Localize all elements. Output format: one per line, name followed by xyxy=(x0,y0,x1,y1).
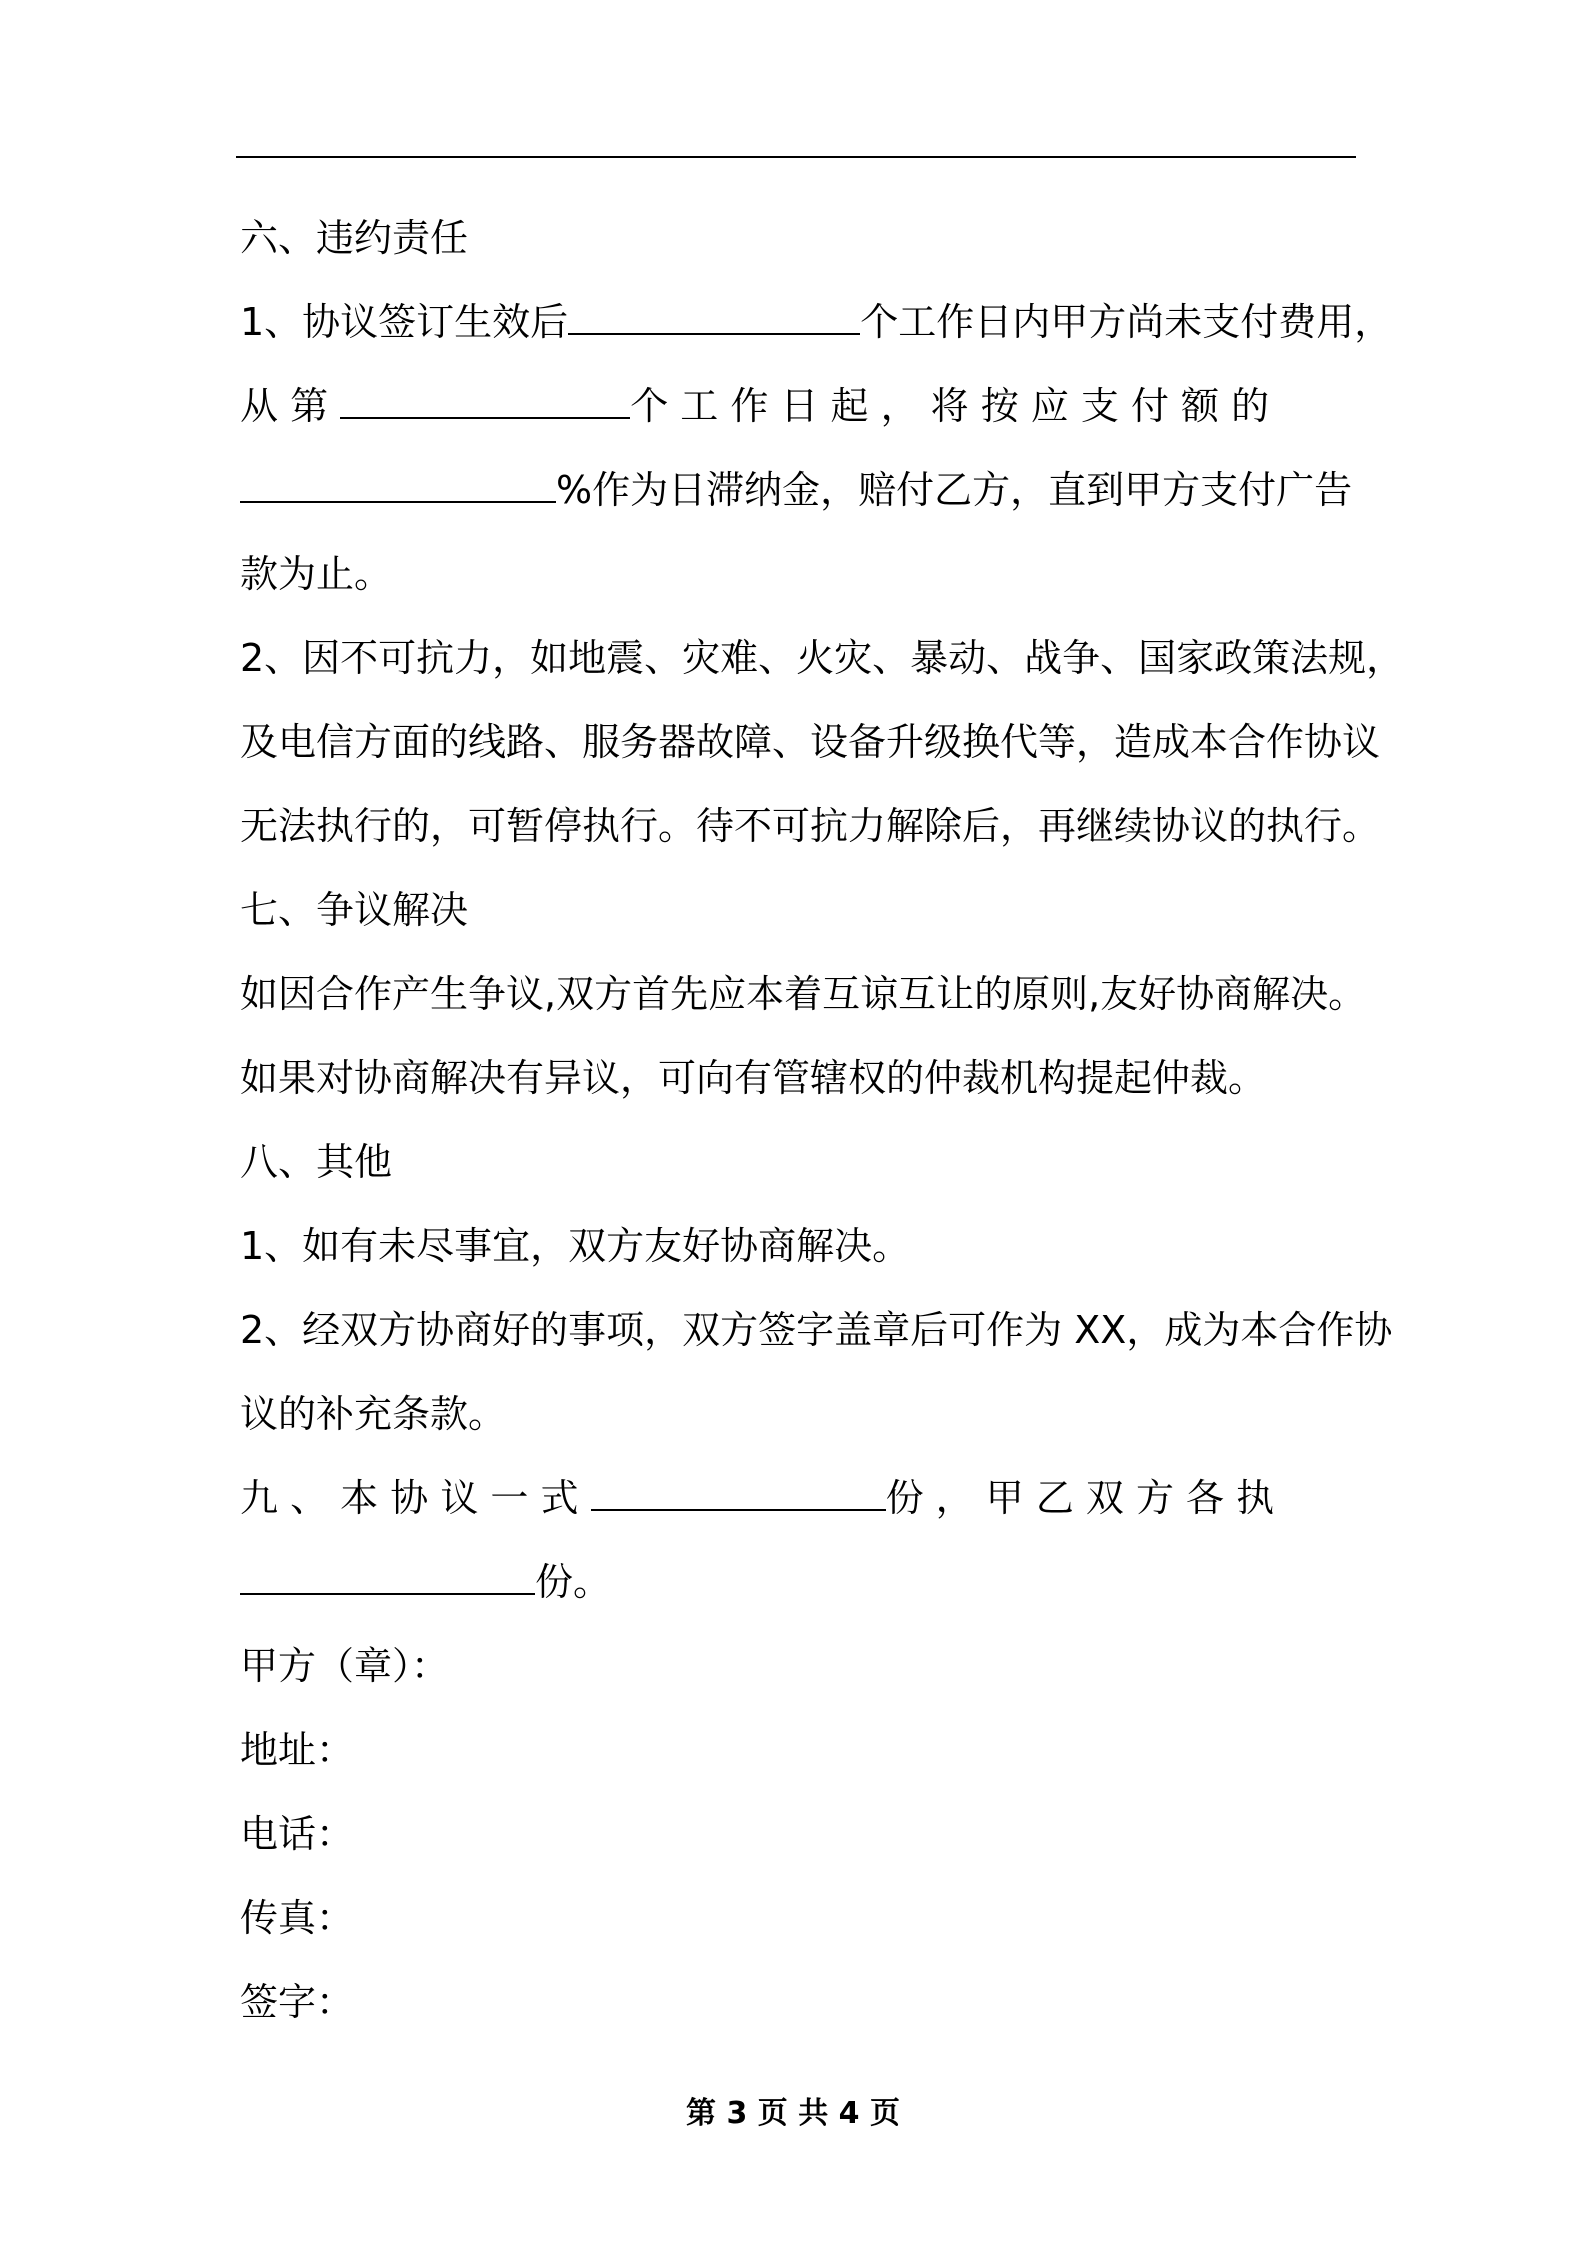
copies-text-b: 份 ， 甲 乙 双 方 各 执 xyxy=(885,1476,1275,1520)
breach-clause-1-line-4: 款为止。 xyxy=(240,552,393,596)
phone-label: 电话： xyxy=(240,1812,355,1856)
section-heading-breach: 六、违约责任 xyxy=(240,216,469,260)
section-heading-dispute: 七、争议解决 xyxy=(240,888,469,932)
document-body xyxy=(240,196,1405,2044)
breach-clause-2-line-3: 无法执行的，可暂停执行。待不可抗力解除后，再继续协议的执行。 xyxy=(240,804,1381,848)
blank-copies-total-field[interactable] xyxy=(591,1475,886,1511)
breach-clause-2-line-2: 及电信方面的线路、服务器故障、设备升级换代等，造成本合作协议 xyxy=(240,720,1381,764)
copies-line-1 xyxy=(240,1456,1355,1540)
address-label: 地址： xyxy=(240,1728,355,1772)
breach-clause-2-line-1: 2、因不可抗力，如地震、灾难、火灾、暴动、战争、国家政策法规， xyxy=(240,636,1405,680)
blank-copies-each-field[interactable] xyxy=(240,1559,535,1595)
breach-clause-1-text-a: 1、协议签订生效后 xyxy=(240,300,569,344)
section-heading-other: 八、其他 xyxy=(240,1140,393,1184)
blank-start-day-field[interactable] xyxy=(340,383,630,419)
party-a-seal-label: 甲方（章）： xyxy=(240,1644,450,1688)
copies-text-a: 九 、 本 协 议 一 式 xyxy=(240,1476,579,1520)
breach-clause-1-line-2 xyxy=(240,364,1355,448)
fax-label: 传真： xyxy=(240,1896,355,1940)
other-clause-2-line-1: 2、经双方协商好的事项，双方签字盖章后可作为 XX，成为本合作协 xyxy=(240,1308,1393,1352)
other-clause-2-line-2: 议的补充条款。 xyxy=(240,1392,507,1436)
dispute-line-2: 如果对协商解决有异议，可向有管辖权的仲裁机构提起仲裁。 xyxy=(240,1056,1267,1100)
other-clause-1: 1、如有未尽事宜，双方友好协商解决。 xyxy=(240,1224,911,1268)
dispute-line-1: 如因合作产生争议,双方首先应本着互谅互让的原则,友好协商解决。 xyxy=(240,972,1367,1016)
breach-clause-1-line-3 xyxy=(240,448,1355,532)
header-rule xyxy=(236,156,1356,158)
copies-line-2 xyxy=(240,1540,1355,1624)
breach-clause-1-text-d: 个 工 作 日 起 ， 将 按 应 支 付 额 的 xyxy=(630,384,1270,428)
blank-late-fee-rate-field[interactable] xyxy=(240,467,556,503)
signature-label: 签字： xyxy=(240,1980,355,2024)
copies-text-c: 份。 xyxy=(535,1560,612,1604)
breach-clause-1-text-c: 从 第 xyxy=(240,384,329,428)
breach-clause-1-text-b: 个工作日内甲方尚未支付费用， xyxy=(860,300,1393,344)
page-number-footer: 第 3 页 共 4 页 xyxy=(686,2096,900,2131)
signature-block xyxy=(240,1624,1355,2044)
breach-clause-1-line-1 xyxy=(240,280,1393,364)
breach-clause-1-text-e: %作为日滞纳金，赔付乙方，直到甲方支付广告 xyxy=(556,468,1353,512)
blank-workdays-field[interactable] xyxy=(568,299,860,335)
